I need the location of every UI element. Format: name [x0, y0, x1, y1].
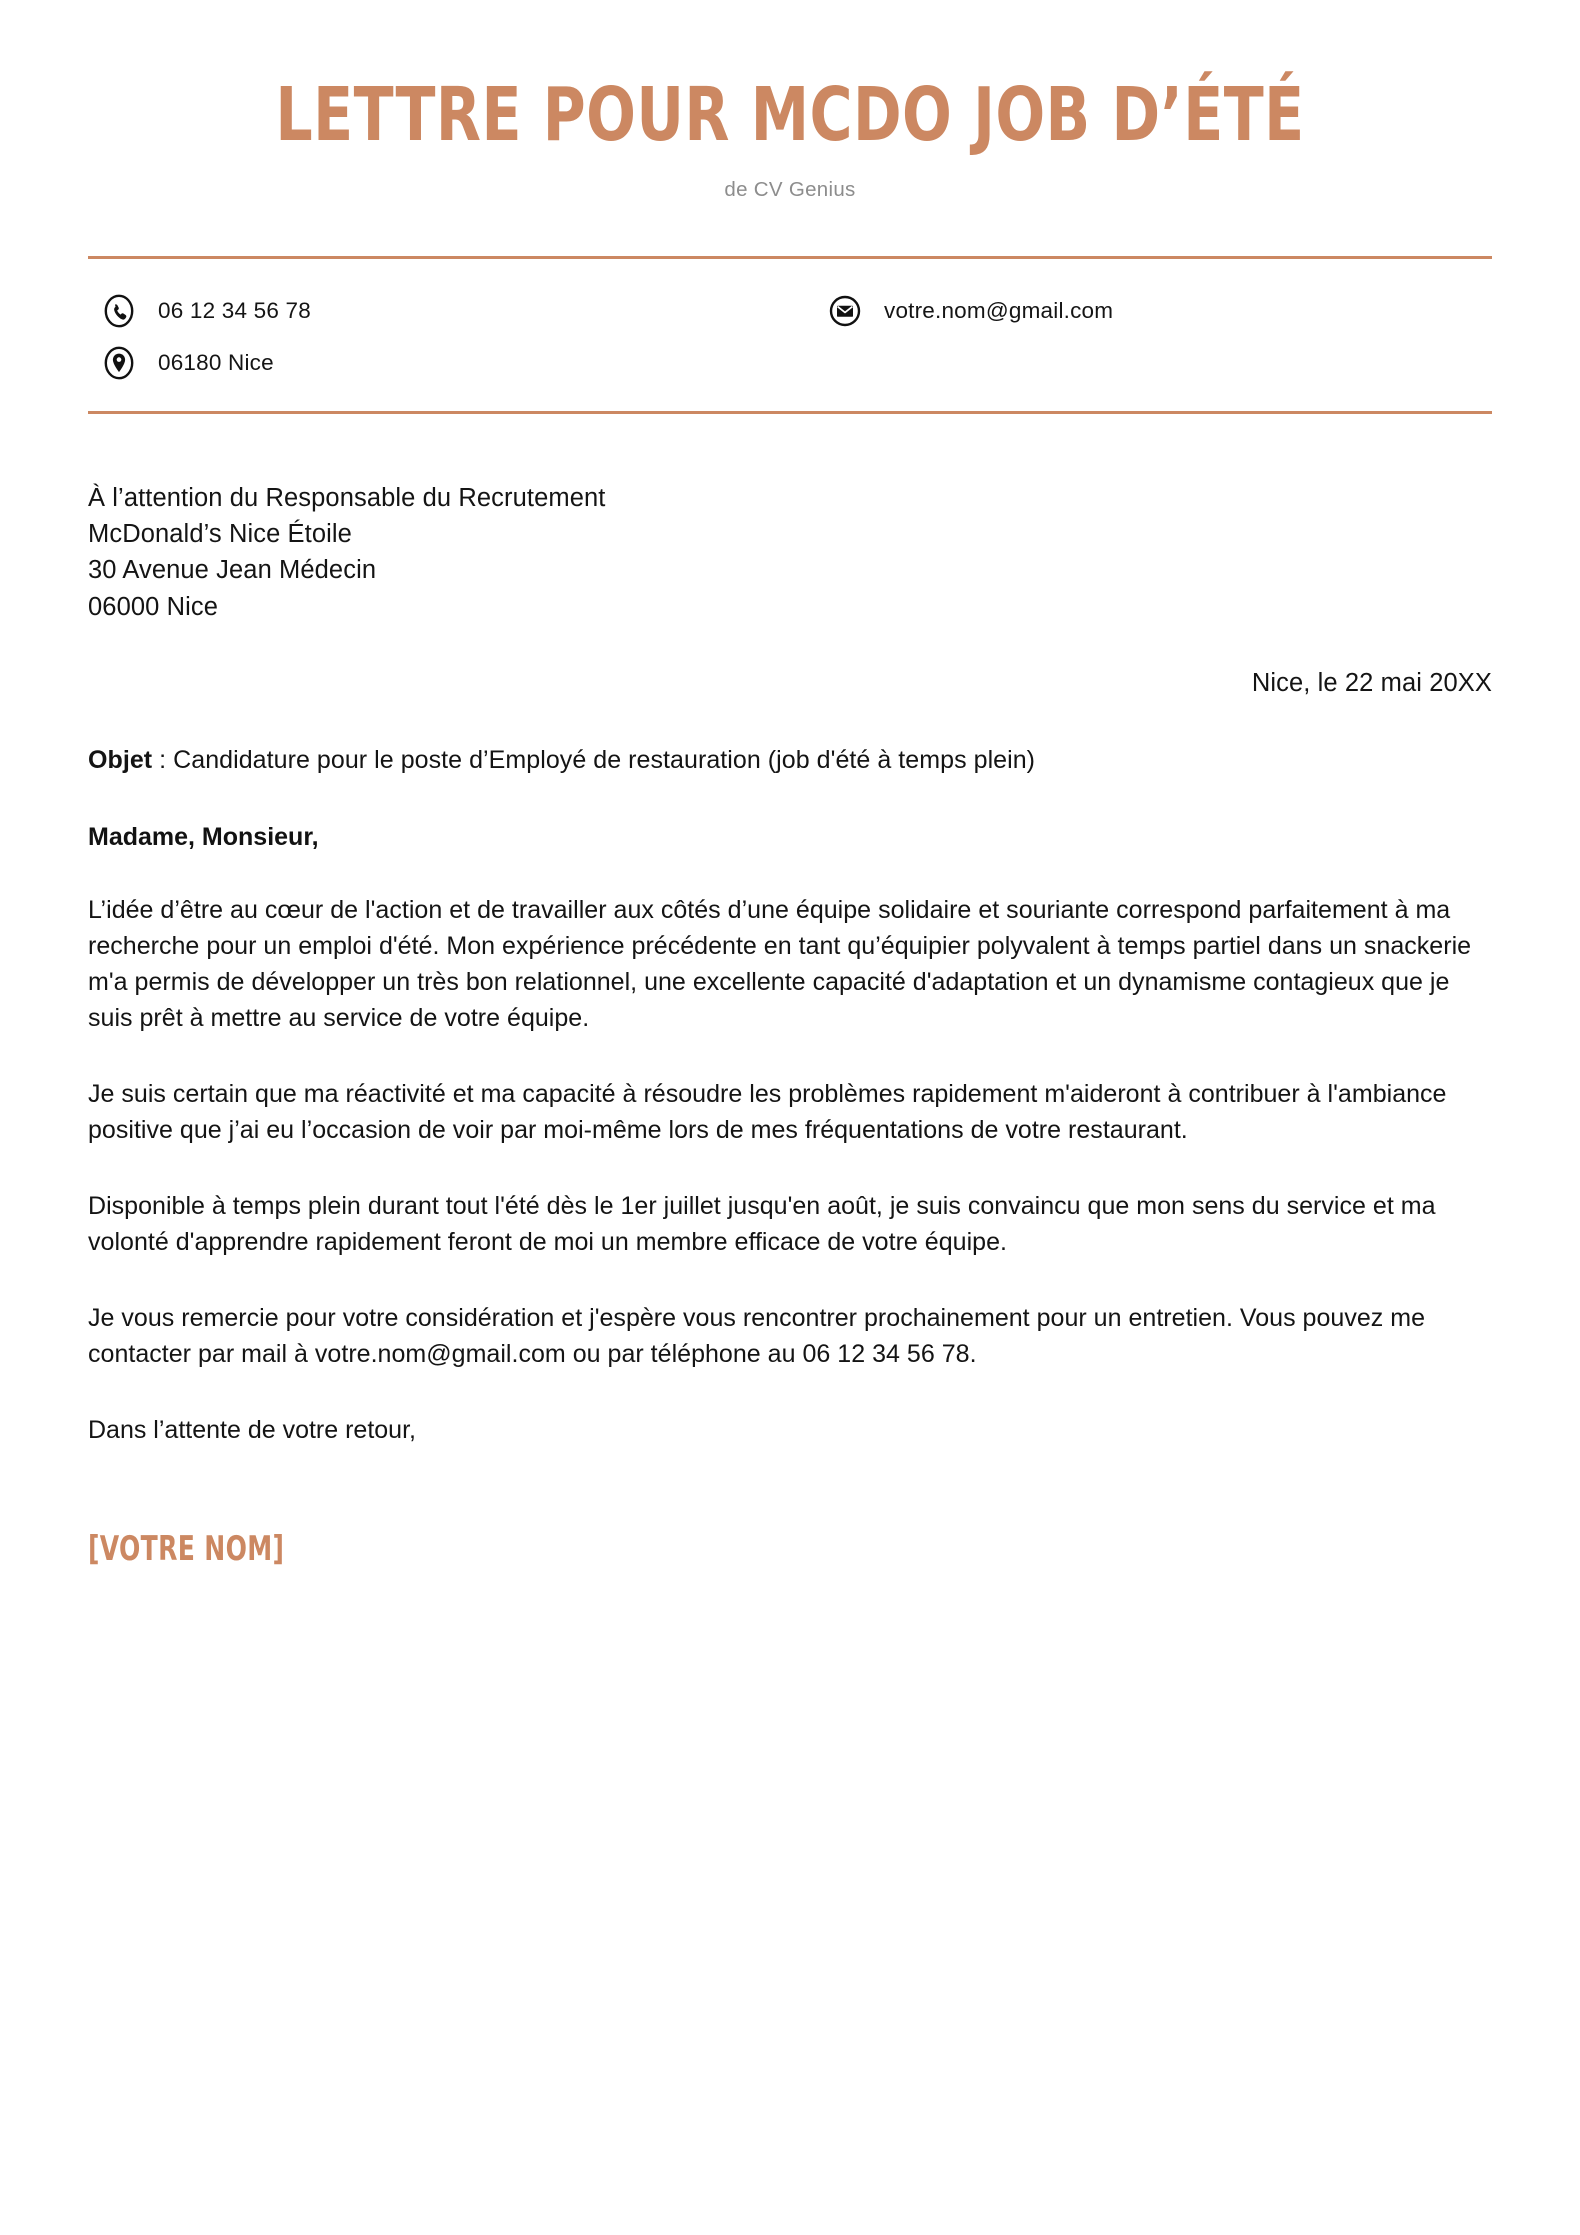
phone-icon — [102, 294, 136, 328]
signature-name: [VOTRE NOM] — [88, 1528, 285, 1569]
body-paragraph-3: Disponible à temps plein durant tout l'été dès le 1er juillet jusqu'en août, je suis convaincu que mon sens du service et ma volonté d'apprendre rapidement feront de moi un membre efficace de votre équipe. — [88, 1191, 1436, 1256]
recipient-address — [88, 480, 1492, 625]
contact-location-value: 06180 Nice — [158, 350, 274, 375]
document-header — [88, 0, 1492, 202]
body-paragraph-2: Je suis certain que ma réactivité et ma capacité à résoudre les problèmes rapidement m'aideront à contribuer à l'ambiance positive que j’ai eu l’occasion de voir par moi-même lors de mes fréquentations de votre restaurant. — [88, 1079, 1447, 1144]
contact-bar — [88, 256, 1492, 414]
letter-body — [88, 414, 1492, 1569]
recipient-line-2: McDonald’s Nice Étoile — [88, 520, 352, 549]
contact-phone[interactable] — [88, 294, 790, 328]
date-line: Nice, le 22 mai 20XX — [1251, 668, 1492, 697]
envelope-icon — [828, 294, 862, 328]
contact-row-secondary — [88, 337, 1492, 389]
recipient-line-3: 30 Avenue Jean Médecin — [88, 556, 377, 585]
contact-location[interactable] — [88, 346, 790, 380]
recipient-line-1: À l’attention du Responsable du Recrutement — [88, 484, 606, 512]
subject-text: Candidature pour le poste d’Employé de restauration (job d'été à temps plein) — [173, 745, 1036, 774]
document-subtitle: de CV Genius — [724, 178, 856, 201]
contact-phone-value: 06 12 34 56 78 — [158, 298, 311, 323]
subject-label: Objet — [88, 745, 153, 774]
subject-separator: : — [152, 745, 174, 774]
contact-row-primary — [88, 285, 1492, 337]
page-title: LETTRE POUR MCDO JOB D’ÉTÉ — [275, 72, 1305, 158]
closing-line: Dans l’attente de votre retour, — [88, 1415, 416, 1444]
subject-line — [88, 746, 1492, 775]
contact-email[interactable] — [790, 294, 1492, 328]
map-pin-icon — [102, 346, 136, 380]
body-paragraph-4: Je vous remercie pour votre considération et j'espère vous rencontrer prochainement pour un entretien. Vous pouvez me contacter par mail à votre.nom@gmail.com ou par téléphone au 06 12 34 56 78. — [88, 1303, 1426, 1368]
body-paragraph-1: L’idée d’être au cœur de l'action et de travailler aux côtés d’une équipe solidaire et souriante correspond parfaitement à ma recherche pour un emploi d'été. Mon expérience précédente en tant qu’équipier polyvalent à temps partiel dans un snackerie m'a permis de développer un très bon relationnel, une excellente capacité d'adaptation et un dynamisme contagieux que je suis prêt à mettre au service de votre équipe. — [88, 895, 1472, 1032]
recipient-line-4: 06000 Nice — [88, 592, 219, 621]
salutation: Madame, Monsieur, — [88, 822, 319, 851]
contact-email-value: votre.nom@gmail.com — [884, 298, 1114, 323]
